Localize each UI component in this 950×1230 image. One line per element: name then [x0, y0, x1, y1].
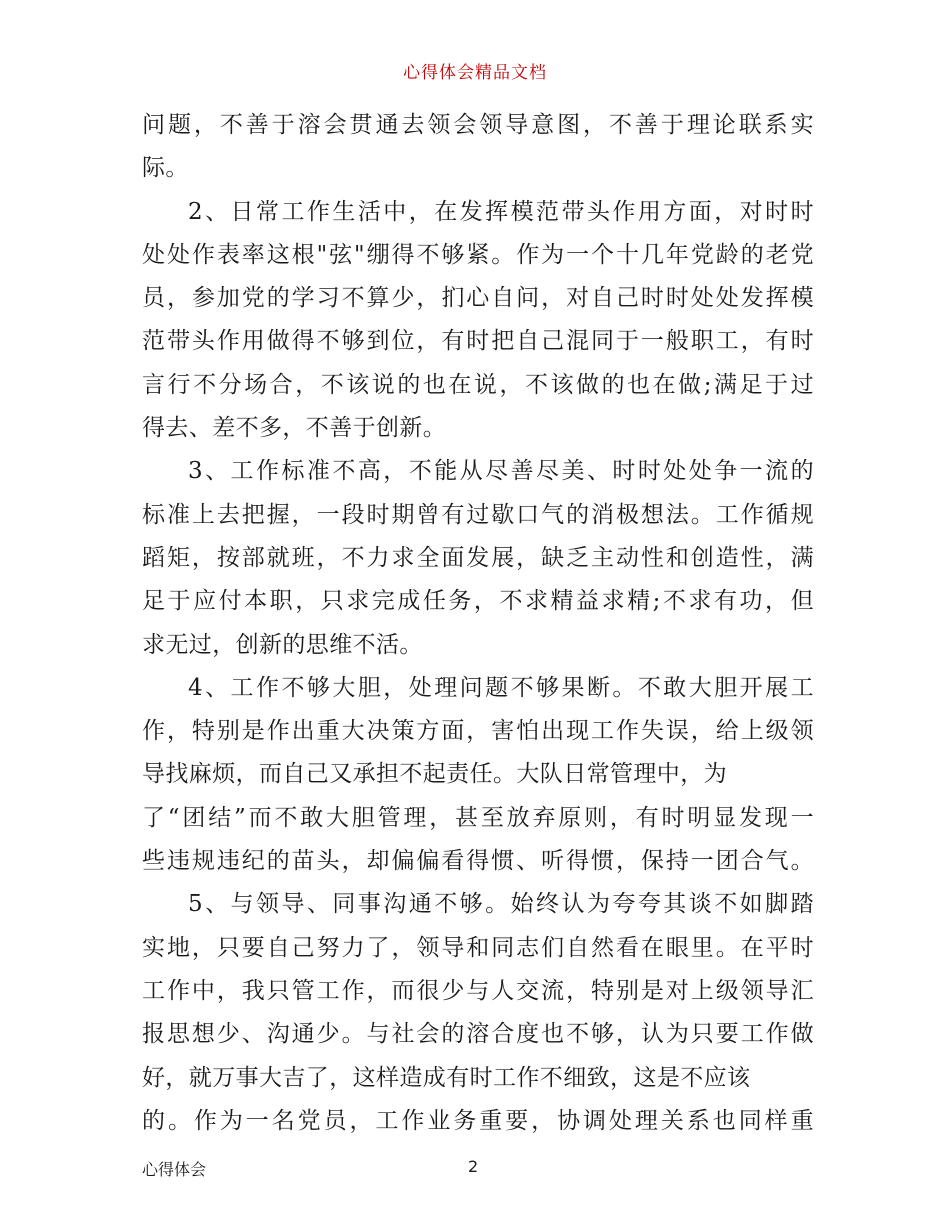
text-line: 导找麻烦，而自己又承担不起责任。大队日常管理中，为 [142, 761, 727, 788]
body-text [142, 104, 814, 1143]
text-line: 5、与领导、同事沟通不够。始终认为夸夸其谈不如脚踏 [188, 891, 814, 918]
page-number: 2 [468, 1157, 479, 1176]
footer-label: 心得体会 [142, 1160, 207, 1179]
page-header-title: 心得体会精品文档 [403, 63, 547, 83]
text-line: 足于应付本职，只求完成任务，不求精益求精;不求有功，但 [142, 588, 814, 615]
text-line: 些违规违纪的苗头，却偏偏看得惯、听得惯，保持一团合气。 [142, 848, 814, 875]
text-line: 求无过，创新的思维不活。 [142, 631, 423, 658]
text-line: 了“团结”而不敢大胆管理，甚至放弃原则，有时明显发现一 [142, 804, 814, 831]
text-line: 3、工作标准不高，不能从尽善尽美、时时处处争一流的 [188, 458, 814, 485]
text-line: 言行不分场合，不该说的也在说，不该做的也在做;满足于过 [142, 371, 814, 398]
text-line: 报思想少、沟通少。与社会的溶合度也不够，认为只要工作做 [142, 1021, 814, 1048]
text-line: 2、日常工作生活中，在发挥模范带头作用方面，对时时 [188, 198, 814, 225]
text-line: 4、工作不够大胆，处理问题不够果断。不敢大胆开展工 [188, 674, 814, 701]
text-line: 作，特别是作出重大决策方面，害怕出现工作失误，给上级领 [142, 718, 814, 745]
text-line: 好，就万事大吉了，这样造成有时工作不细致，这是不应该 [142, 1064, 751, 1091]
text-line: 工作中，我只管工作，而很少与人交流，特别是对上级领导汇 [142, 977, 814, 1004]
text-line: 员，参加党的学习不算少，扪心自问，对自己时时处处发挥模 [142, 285, 814, 312]
text-line: 问题，不善于溶会贯通去领会领导意图，不善于理论联系实 [142, 112, 814, 138]
text-line: 的。作为一名党员，工作业务重要，协调处理关系也同样重 [142, 1107, 814, 1134]
text-line: 得去、差不多，不善于创新。 [142, 415, 447, 442]
text-line: 际。 [142, 155, 189, 182]
text-line: 处处作表率这根"弦"绷得不够紧。作为一个十几年党龄的老党 [142, 241, 814, 268]
text-line: 范带头作用做得不够到位，有时把自己混同于一般职工，有时 [142, 328, 814, 355]
text-line: 标准上去把握，一段时期曾有过歇口气的消极想法。工作循规 [142, 501, 814, 528]
text-line: 实地，只要自己努力了，领导和同志们自然看在眼里。在平时 [142, 934, 814, 961]
text-line: 蹈矩，按部就班，不力求全面发展，缺乏主动性和创造性，满 [142, 544, 814, 571]
